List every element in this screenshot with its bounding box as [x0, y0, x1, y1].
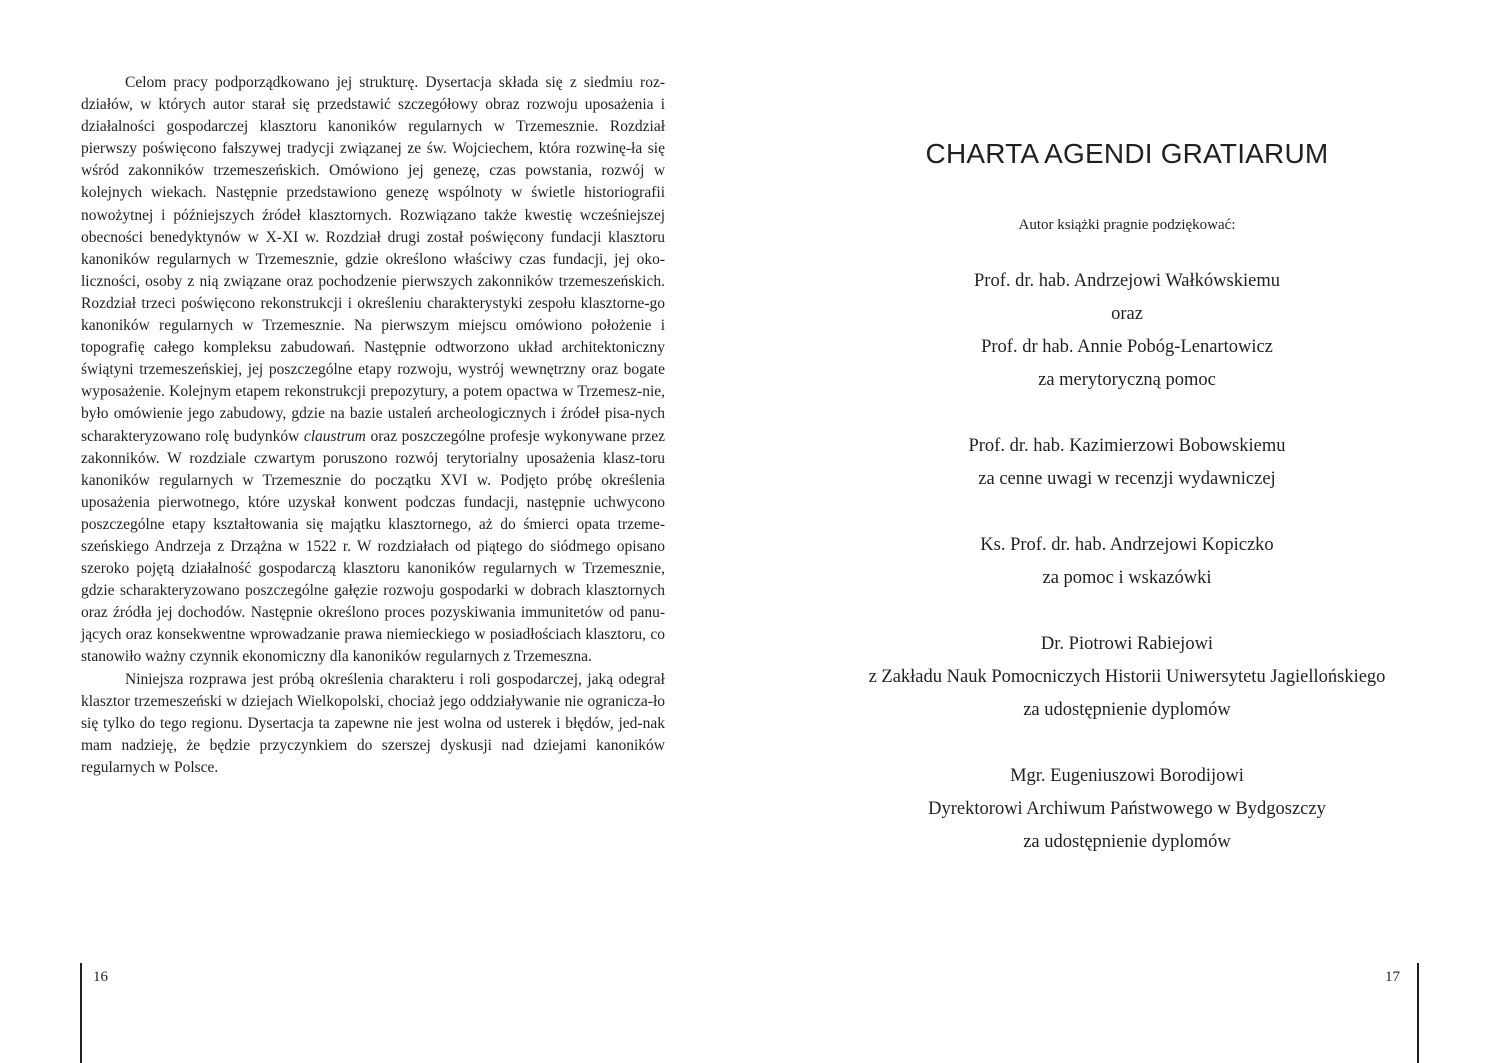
text-line: obecności benedyktynów w X-XI w. Rozdział drugi został poświęcony fundacji klasztoru — [81, 228, 665, 246]
text-line: gdzie scharakteryzowano poszczególne gałęzie rozwoju gospodarki w dobrach klasztornych — [81, 582, 665, 600]
folio-rule — [80, 963, 82, 1063]
body-text — [81, 72, 665, 779]
text-line: Rozdział trzeci poświęcono rekonstrukcji i określeniu charakterystyki zespołu klasztorne- — [81, 294, 650, 312]
text-line: toru kanoników regularnych w Trzemesznie do początku XVI w. Podjęto próbę określenia — [81, 449, 665, 489]
acknowledgement-line: z Zakładu Nauk Pomocniczych Historii Uniwersytetu Jagiellońskiego — [868, 667, 1386, 687]
text-line: klasztor trzemeszeński w dziejach Wielkopolski, chociaż jego oddziaływanie nie ogranicza- — [81, 692, 653, 710]
text-line: liczności, osoby z nią związane oraz pochodzenie pierwszych zakonników trzemeszeńskich. — [81, 272, 665, 290]
acknowledgement-line: za merytoryczną pomoc — [1038, 370, 1216, 390]
text-line: Niniejsza rozprawa jest próbą określenia charakteru i roli gospodarczej, jaką odegrał — [125, 670, 665, 688]
acknowledgement-line: oraz — [1111, 304, 1143, 324]
text-line: ło się tylko do tego regionu. Dysertacja ta zapewne nie jest wolna od usterek i błędów, jed- — [81, 692, 665, 732]
text-line: wyposażenie. Kolejnym etapem rekonstrukcji prepozytury, a potem opactwa w Trzemesz- — [81, 383, 643, 401]
text-line: jących oraz konsekwentne wprowadzanie prawa niemieckiego w posiadłościach klasztoru, — [81, 626, 647, 644]
acknowledgements-intro: Autor książki pragnie podziękować: — [1018, 217, 1236, 233]
text-line: co stanowiło ważny czynnik ekonomiczny dla kanoników regularnych z Trzemeszna. — [81, 626, 666, 666]
acknowledgement-line: Dyrektorowi Archiwum Państwowego w Bydgoszczy — [928, 799, 1326, 819]
acknowledgements-title: CHARTA AGENDI GRATIARUM — [925, 138, 1329, 169]
text-line: nie, było omówienie jego zabudowy, gdzie na bazie ustaleń archeologicznych i źródeł pisa- — [81, 383, 665, 423]
text-line: i topografię całego kompleksu zabudowań. Następnie odtworzono układ architektoniczny — [81, 317, 665, 357]
text-line: uposażenia pierwotnego, które uzyskał konwent podczas fundacji, następnie uchwycono — [81, 493, 665, 511]
text-line: ła się wśród zakonników trzemeszeńskich. Omówiono jej genezę, czas powstania, rozwój — [81, 140, 665, 180]
acknowledgement-line: Dr. Piotrowi Rabiejowi — [1040, 634, 1214, 654]
text-line: działów, w których autor starał się przedstawić szczegółowy obraz rozwoju uposażenia — [81, 96, 654, 114]
text-line: świątyni trzemeszeńskiej, jej poszczególne etapy rozwoju, wystrój wewnętrzny oraz bogate — [81, 361, 665, 379]
acknowledgement-entry — [750, 529, 1500, 595]
acknowledgement-line: Ks. Prof. dr. hab. Andrzejowi Kopiczko — [980, 535, 1274, 555]
acknowledgement-entry — [750, 430, 1500, 496]
acknowledgement-entry — [750, 760, 1500, 859]
text-line: regularnych w Polsce. — [81, 758, 219, 776]
acknowledgement-line: Prof. dr hab. Annie Pobóg-Lenartowicz — [981, 337, 1273, 357]
paragraph — [81, 72, 665, 669]
acknowledgement-line: Prof. dr. hab. Kazimierzowi Bobowskiemu — [968, 436, 1286, 456]
text-line: nowożytnej i późniejszych źródeł klasztornych. Rozwiązano także kwestię wcześniejszej — [81, 206, 665, 224]
acknowledgement-entry — [750, 265, 1500, 397]
paragraph — [81, 669, 665, 779]
text-line: pierwszy poświęcono fałszywej tradycji związanej ze św. Wojciechem, która rozwinę- — [81, 140, 632, 158]
right-page — [750, 0, 1500, 1063]
text-line: nak mam nadzieję, że będzie przyczynkiem do szerszej dyskusji nad dziejami kanoników — [81, 714, 665, 754]
text-line: oraz źródła jej dochodów. Następnie określono proces pozyskiwania immunitetów od panu- — [81, 604, 665, 622]
text-line: szeńskiego Andrzeja z Drzążna w 1522 r. W rozdziałach od piątego do siódmego opisano — [81, 537, 665, 555]
text-line: poszczególne etapy kształtowania się majątku klasztornego, aż do śmierci opata trzeme- — [81, 515, 665, 533]
text-line: w kolejnych wiekach. Następnie przedstawiono genezę wspólnoty w świetle historiografii — [81, 162, 666, 202]
acknowledgements-list — [750, 265, 1500, 892]
text-line: go kanoników regularnych w Trzemesznie. Na pierwszym miejscu omówiono położenie — [81, 294, 665, 335]
acknowledgement-line: Mgr. Eugeniuszowi Borodijowi — [1010, 766, 1244, 786]
acknowledgement-line: za udostępnienie dyplomów — [1023, 700, 1231, 720]
text-line: kanoników regularnych w Trzemesznie, gdzie określono właściwy czas fundacji, jej oko- — [81, 250, 665, 268]
text-line: i działalności gospodarczej klasztoru kanoników regularnych w Trzemesznie. Rozdział — [81, 96, 666, 136]
text-line: Celom pracy podporządkowano jej strukturę. Dysertacja składa się z siedmiu roz- — [125, 74, 665, 91]
text-line: szeroko pojętą działalność gospodarczą klasztoru kanoników regularnych w Trzemesznie, — [81, 560, 665, 578]
acknowledgement-entry — [750, 628, 1500, 727]
acknowledgement-line: Prof. dr. hab. Andrzejowi Wałkówskiemu — [974, 271, 1280, 291]
text-line: przez zakonników. W rozdziale czwartym poruszono rozwój terytorialny uposażenia klasz- — [81, 427, 665, 467]
page-number: 17 — [1385, 969, 1400, 985]
acknowledgement-line: za cenne uwagi w recenzji wydawniczej — [978, 469, 1276, 489]
acknowledgement-line: za pomoc i wskazówki — [1042, 568, 1212, 588]
page-number: 16 — [93, 969, 108, 985]
folio-rule — [1417, 963, 1419, 1063]
text-line: nych scharakteryzowano rolę budynków claustrum oraz poszczególne profesje wykonywane — [81, 405, 665, 445]
acknowledgement-line: za udostępnienie dyplomów — [1023, 832, 1231, 852]
